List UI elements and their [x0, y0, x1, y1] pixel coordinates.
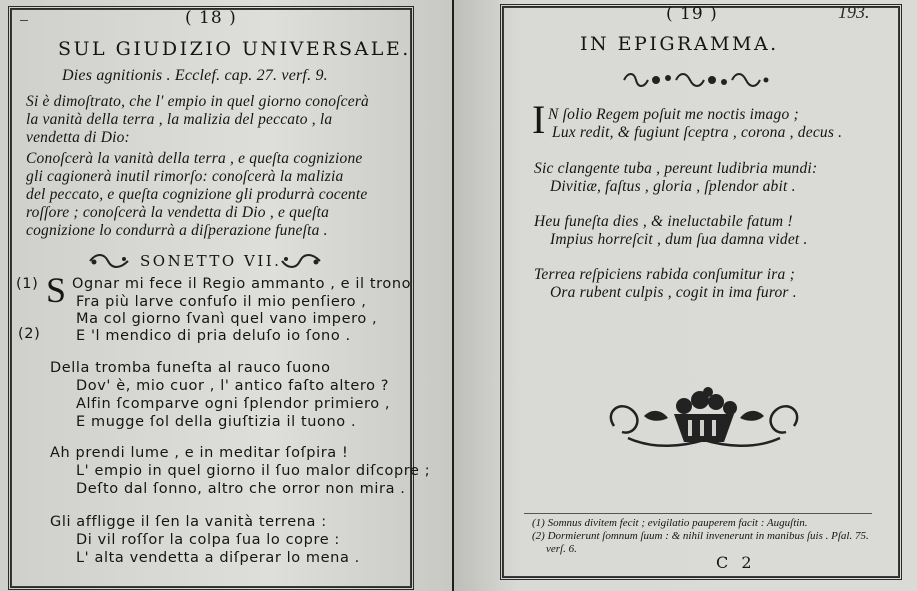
verse-line: E mugge ſol della giuſtizia il tuono .	[76, 414, 357, 430]
verse-line: Della tromba funeſta al rauco ſuono	[50, 360, 331, 376]
verse-line: Di vil roſſor la colpa ſua lo copre :	[76, 532, 340, 548]
flower-basket-vignette	[604, 386, 804, 454]
right-page-title: IN EPIGRAMMA.	[580, 33, 779, 55]
left-page-title: SUL GIUDIZIO UNIVERSALE.	[58, 38, 411, 60]
prose-line: del peccato, e queſta cognizione gli produrrà cocente	[26, 186, 368, 203]
note-marker-1: (1)	[16, 276, 39, 292]
verse-line: Alfin ſcomparve ogni ſplendor primiero ,	[76, 396, 391, 412]
verse-line: Dov' è, mio cuor , l' antico faſto altero ?	[76, 378, 390, 394]
left-page-number: ( 18 )	[185, 8, 237, 28]
corner-mark	[20, 20, 28, 21]
epigraph: Dies agnitionis . Ecclef. cap. 27. verf. 9.	[62, 67, 328, 84]
drop-cap: S	[46, 270, 67, 310]
prose-line: roſſore ; conoſcerà la vendetta di Dio , e queſta	[26, 204, 330, 221]
prose-line: gli cagionerà inutil rimorſo: conoſcerà la malizia	[26, 168, 344, 185]
sonnet-ornament-left	[88, 253, 130, 269]
verse-line: Sic clangente tuba , pereunt ludibria mundi:	[534, 160, 818, 177]
verse-line: Heu funeſta dies , & ineluctabile fatum !	[534, 213, 793, 230]
verse-line: Impius horreſcit , dum ſua damna videt .	[550, 231, 808, 248]
sonnet-ornament-right	[280, 253, 322, 269]
verse-line: Divitiæ, faſtus , gloria , ſplendor abit .	[550, 178, 796, 195]
verse-line: N ſolio Regem poſuit me noctis imago ;	[548, 106, 799, 123]
verse-line: Ma col giorno ſvanì quel vano impero ,	[76, 311, 378, 327]
footnote: (2) Dormierunt ſomnum ſuum : & nihil invenerunt in manibus ſuis . Pſal. 75.	[532, 530, 869, 542]
signature-mark: C 2	[716, 553, 756, 572]
verse-line: Lux redit, & fugiunt ſceptra , corona , decus .	[552, 124, 843, 141]
footnote-rule	[524, 513, 872, 514]
prose-line: cognizione lo condurrà a diſperazione funeſta .	[26, 222, 328, 239]
sonnet-heading: SONETTO VII.	[140, 252, 282, 270]
verse-line: E 'l mendico di pria deluſo io ſono .	[76, 328, 351, 344]
verse-line: Ah prendi lume , e in meditar ſoſpira !	[50, 445, 349, 461]
prose-line: Conoſcerà la vanità della terra , e queſta cognizione	[26, 150, 363, 167]
verse-line: Terrea reſpiciens rabida conſumitur ira ;	[534, 266, 795, 283]
verse-line: Deſto dal ſonno, altro che orror non mira .	[76, 481, 406, 497]
verse-line: L' empio in quel giorno il ſuo malor diſcopre ;	[76, 463, 431, 479]
verse-line: L' alta vendetta a diſperar lo mena .	[76, 550, 360, 566]
prose-line: Si è dimoſtrato, che l' empio in quel giorno conoſcerà	[26, 93, 370, 110]
left-page	[0, 0, 452, 591]
handwritten-folio: 193.	[838, 2, 870, 22]
note-marker-2: (2)	[18, 326, 41, 342]
prose-line: vendetta di Dio:	[26, 129, 130, 146]
right-page	[454, 0, 917, 591]
drop-cap: I	[532, 97, 546, 142]
footnote: (1) Somnus divitem fecit ; evigilatio pauperem facit : Auguſtin.	[532, 517, 808, 529]
right-page-number: ( 19 )	[666, 4, 718, 24]
footnote: verſ. 6.	[546, 543, 577, 555]
verse-line: Ora rubent culpis , cogit in ima furor .	[550, 284, 797, 301]
title-ornament	[620, 70, 770, 90]
verse-line: Fra più larve confuſo il mio penſiero ,	[76, 294, 367, 310]
verse-line: Gli affligge il ſen la vanità terrena :	[50, 514, 327, 530]
verse-line: Ognar mi fece il Regio ammanto , e il trono	[72, 276, 412, 292]
prose-line: la vanità della terra , la malizia del peccato , la	[26, 111, 333, 128]
